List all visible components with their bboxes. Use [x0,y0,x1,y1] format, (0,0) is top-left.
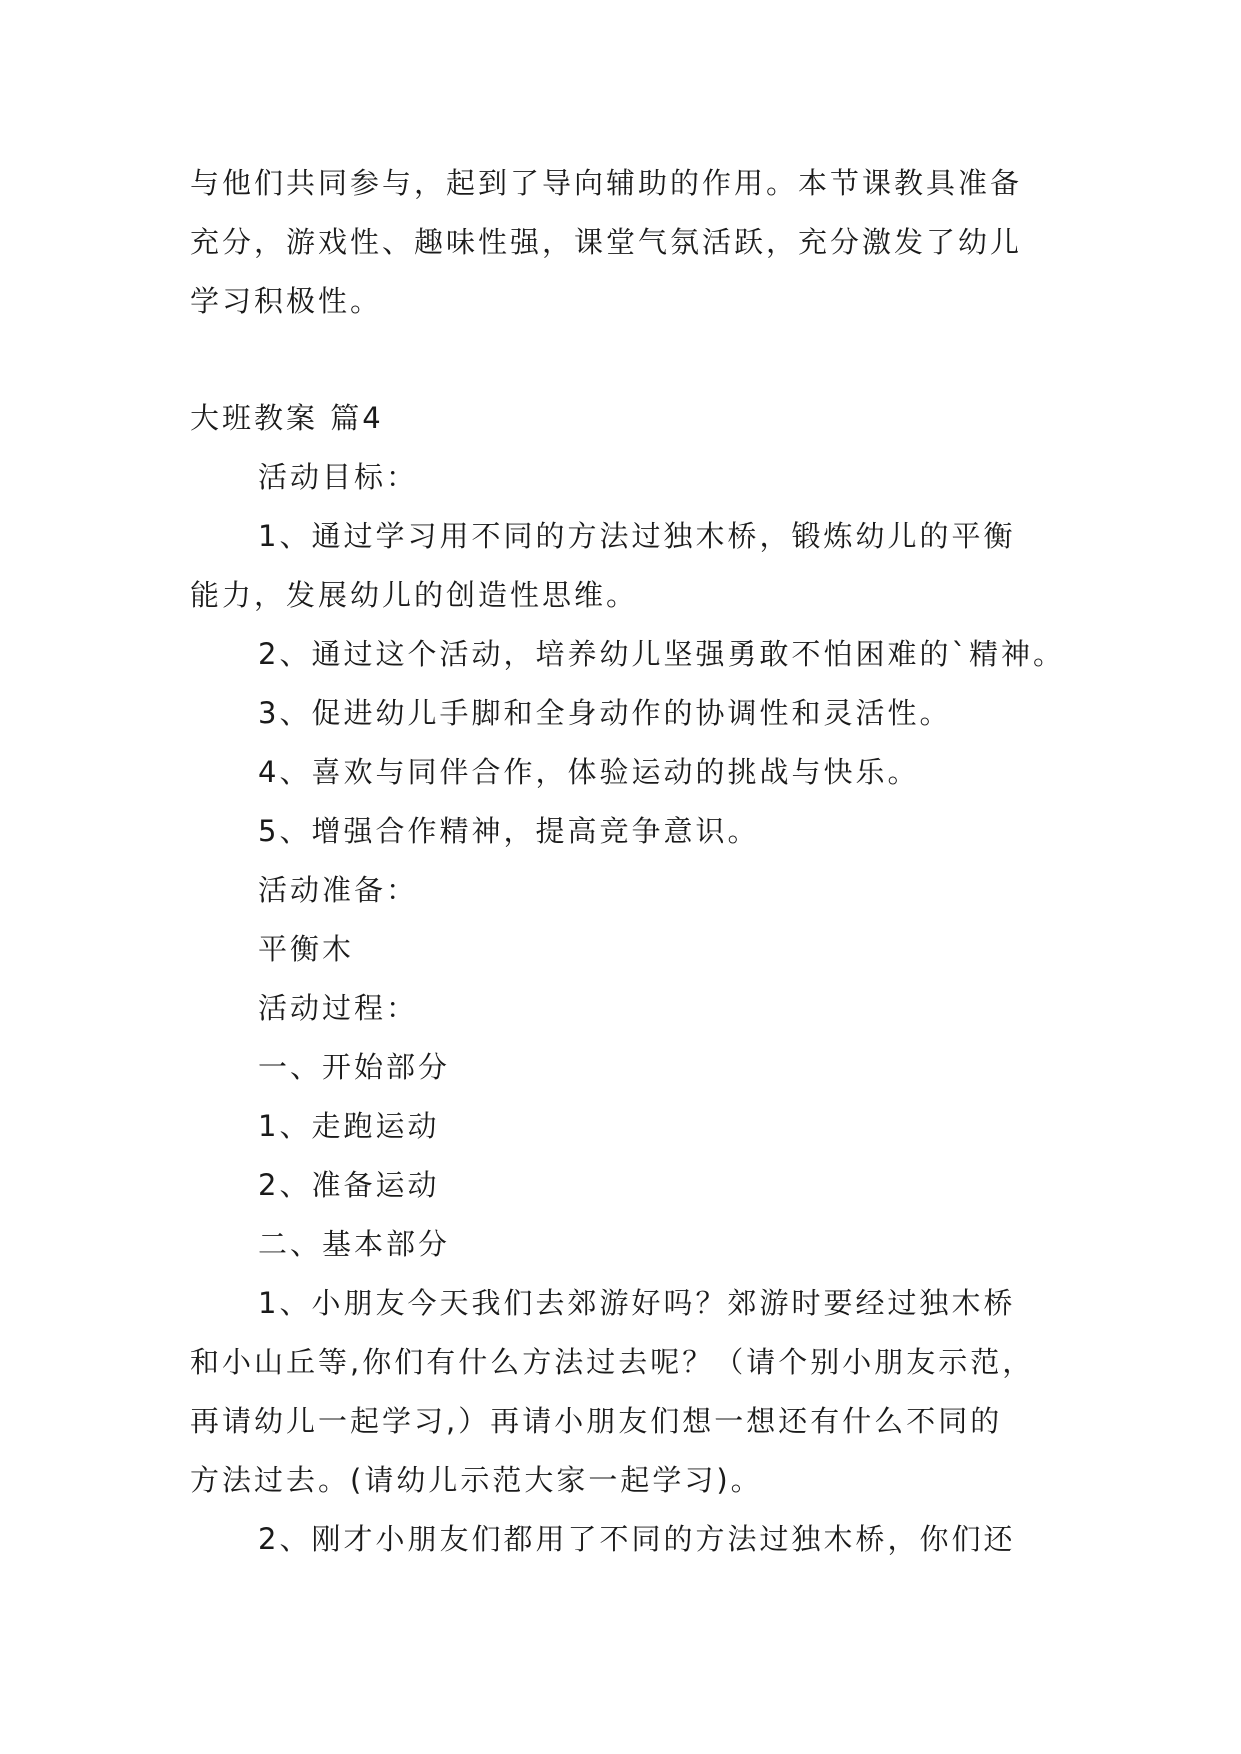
process-item-continuation: 和小山丘等,你们有什么方法过去呢？（请个别小朋友示范， [190,1345,1035,1379]
subheading-activity-prep: 活动准备： [258,873,419,907]
goal-item: 5、增强合作精神，提高竞争意识。 [258,814,760,848]
process-item-continuation: 再请幼儿一起学习,）再请小朋友们想一想还有什么不同的 [190,1404,1003,1438]
goal-item-continuation: 能力，发展幼儿的创造性思维。 [190,578,639,612]
subheading-activity-goals: 活动目标： [258,460,419,494]
paragraph-line: 充分，游戏性、趣味性强，课堂气氛活跃，充分激发了幼儿 [190,225,1023,259]
process-item: 2、刚才小朋友们都用了不同的方法过独木桥，你们还 [258,1522,1016,1556]
process-item-continuation: 方法过去。(请幼儿示范大家一起学习)。 [190,1463,763,1497]
process-item: 1、小朋友今天我们去郊游好吗？郊游时要经过独木桥 [258,1286,1016,1320]
goal-item: 1、通过学习用不同的方法过独木桥，锻炼幼儿的平衡 [258,519,1016,553]
goal-item: 4、喜欢与同伴合作，体验运动的挑战与快乐。 [258,755,920,789]
goal-item: 2、通过这个活动，培养幼儿坚强勇敢不怕困难的`精神。 [258,637,1065,671]
prep-item: 平衡木 [258,932,355,966]
paragraph-line: 与他们共同参与，起到了导向辅助的作用。本节课教具准备 [190,166,1023,200]
goal-item: 3、促进幼儿手脚和全身动作的协调性和灵活性。 [258,696,952,730]
process-part-heading: 二、基本部分 [258,1227,451,1261]
process-part-heading: 一、开始部分 [258,1050,451,1084]
process-item: 2、准备运动 [258,1168,440,1202]
process-item: 1、走跑运动 [258,1109,440,1143]
subheading-activity-process: 活动过程： [258,991,419,1025]
section-heading: 大班教案 篇4 [190,401,384,435]
paragraph-line: 学习积极性。 [190,284,383,318]
